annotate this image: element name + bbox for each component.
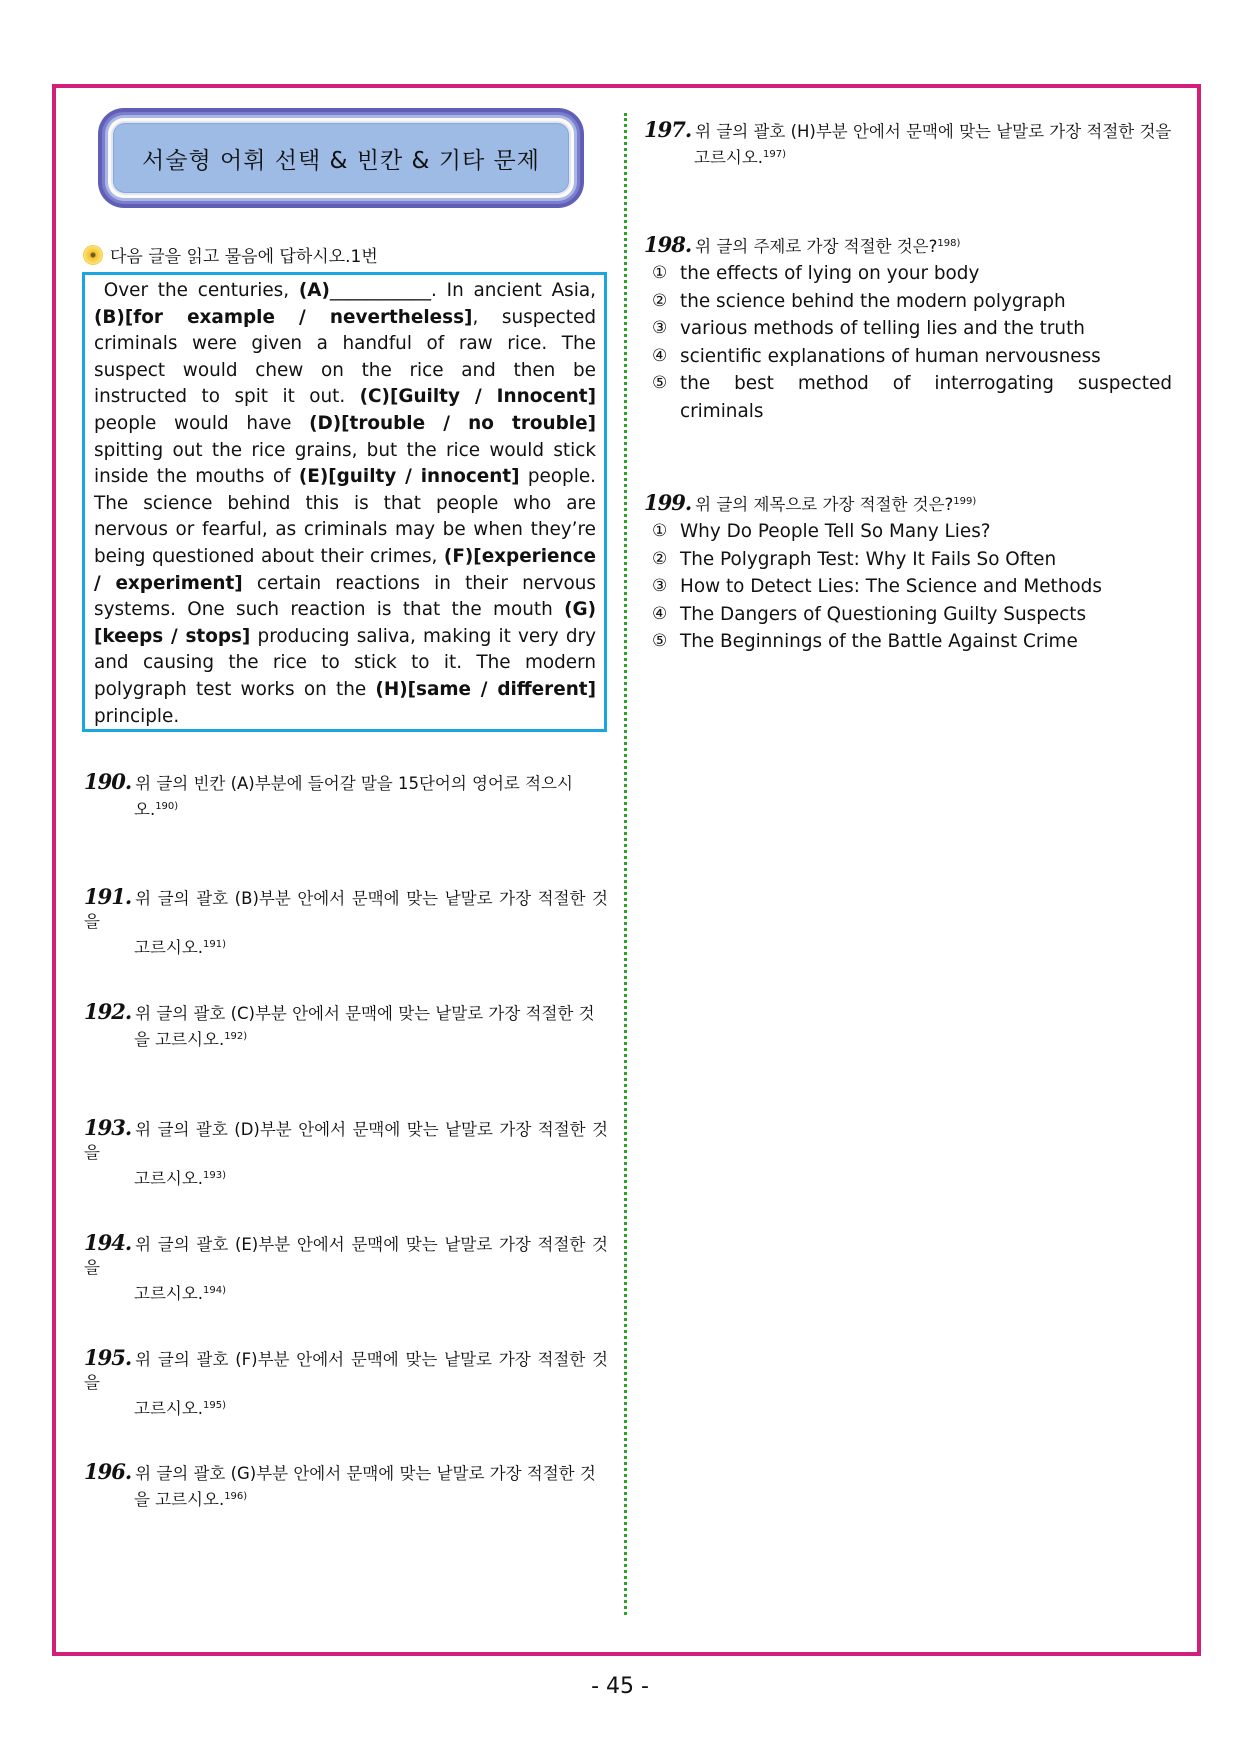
question-number: 197.: [644, 117, 692, 142]
blank-choice: (B)[for example / nevertheless]: [94, 306, 473, 328]
blank-choice: (H)[same / different]: [375, 678, 596, 700]
answer-option[interactable]: [652, 260, 1172, 288]
option-text: various methods of telling lies and the truth: [680, 318, 1085, 339]
question-text: 위 글의 괄호 (E)부분 안에서 문맥에 맞는 낱말로 가장 적절한 것을: [84, 1235, 608, 1277]
option-marker: ⑤: [652, 373, 668, 393]
question-text: 위 글의 괄호 (F)부분 안에서 문맥에 맞는 낱말로 가장 적절한 것을: [84, 1350, 608, 1392]
option-text: criminals: [680, 400, 764, 422]
option-text: The Polygraph Test: Why It Fails So Often: [680, 548, 1057, 570]
option-marker: ④: [652, 603, 668, 624]
question-text: 위 글의 빈칸 (A)부분에 들어갈 말을 15단어의 영어로 적으시: [135, 774, 573, 793]
question-text-cont: 을 고르시오.: [134, 1030, 225, 1049]
passage-text: producing saliva, making it very dry and causing the rice to stick to it. The modern polygraph test works on the: [94, 625, 596, 700]
question-text-cont: 고르시오.: [134, 1284, 204, 1303]
question-199: [644, 490, 1174, 516]
question-199-options: [652, 518, 1172, 656]
question-text-cont: 고르시오.: [134, 1169, 204, 1188]
question-text: 위 글의 괄호 (D)부분 안에서 문맥에 맞는 낱말로 가장 적절한 것을: [84, 1120, 608, 1162]
option-marker: ①: [652, 521, 668, 541]
question-text-cont: 고르시오.: [134, 1399, 204, 1418]
question-194: [84, 1231, 608, 1305]
question-195: [84, 1346, 608, 1420]
option-marker: ②: [652, 290, 668, 311]
instruction: [84, 242, 378, 267]
footnote-ref: 193): [203, 1170, 227, 1181]
question-text: 위 글의 주제로 가장 적절한 것은?: [695, 237, 938, 256]
passage-text: people would have: [94, 412, 310, 434]
answer-option[interactable]: [652, 288, 1172, 316]
answer-option[interactable]: [652, 518, 1172, 546]
question-191: [84, 885, 608, 959]
column-divider: [624, 113, 627, 1615]
section-title: 서술형 어휘 선택 & 빈칸 & 기타 문제: [113, 123, 569, 193]
answer-option[interactable]: [652, 315, 1172, 343]
option-text: the effects of lying on your body: [680, 263, 980, 284]
option-text: the best method of interrogating suspected: [680, 373, 1172, 394]
passage-text: people. The science behind this is that people who are nervous or fearful, as criminals may be when they’re being questioned about their crimes,: [94, 466, 597, 567]
question-192: [84, 1000, 608, 1051]
question-198-options: [652, 260, 1172, 425]
footnote-ref: 199): [953, 496, 977, 507]
footnote-ref: 192): [224, 1031, 248, 1042]
question-number: 199.: [644, 490, 692, 515]
passage-text: principle.: [94, 705, 180, 727]
footnote-ref: 197): [763, 149, 787, 160]
option-text: The Dangers of Questioning Guilty Suspects: [680, 603, 1087, 625]
option-marker: ②: [652, 548, 668, 569]
answer-option[interactable]: [652, 370, 1172, 398]
blank-choice: (C)[Guilty / Innocent]: [359, 386, 596, 408]
blank-choice: (E)[guilty / innocent]: [298, 466, 520, 488]
option-text: How to Detect Lies: The Science and Methods: [680, 576, 1102, 597]
section-header-badge: [98, 108, 584, 208]
answer-option-cont: [652, 398, 1172, 426]
answer-option[interactable]: [652, 546, 1172, 574]
question-text-cont: 고르시오.: [694, 148, 764, 167]
answer-option[interactable]: [652, 601, 1172, 629]
question-text: 위 글의 제목으로 가장 적절한 것은?: [695, 495, 954, 514]
answer-option[interactable]: [652, 343, 1172, 371]
option-marker: ①: [652, 263, 668, 283]
passage-text: Over the centuries,: [103, 280, 299, 301]
passage-text: , suspected criminals were given a handful of raw rice. The suspect would chew on the rice and then be instructed to spit it out.: [94, 306, 596, 408]
passage-text: certain reactions in their nervous systems. One such reaction is that the mouth: [94, 572, 596, 621]
option-marker: ④: [652, 345, 668, 366]
question-number: 195.: [84, 1345, 132, 1370]
instruction-text: 다음 글을 읽고 물음에 답하시오.1번: [110, 247, 378, 267]
option-text: Why Do People Tell So Many Lies?: [680, 521, 991, 542]
question-number: 191.: [84, 884, 132, 909]
flower-icon: [84, 246, 102, 264]
question-number: 190.: [84, 769, 132, 794]
question-197: [644, 118, 1174, 169]
reading-passage: [82, 272, 607, 732]
option-marker: ⑤: [652, 631, 668, 651]
footnote-ref: 190): [155, 801, 179, 812]
blank-choice: (D)[trouble / no trouble]: [309, 412, 596, 434]
question-number: 196.: [84, 1459, 132, 1484]
question-number: 192.: [84, 999, 132, 1024]
question-text-cont: 고르시오.: [134, 938, 204, 957]
question-text: 위 글의 괄호 (G)부분 안에서 문맥에 맞는 낱말로 가장 적절한 것: [135, 1464, 596, 1483]
question-text-cont: 을 고르시오.: [134, 1490, 225, 1509]
blank-choice: (F)[experience / experiment]: [94, 545, 596, 594]
question-text: 위 글의 괄호 (H)부분 안에서 문맥에 맞는 낱말로 가장 적절한 것을: [695, 122, 1172, 141]
question-198: [644, 232, 1174, 258]
blank-choice: (A): [298, 280, 330, 301]
question-190: [84, 770, 608, 821]
footnote-ref: 195): [203, 1400, 227, 1411]
question-text: 위 글의 괄호 (B)부분 안에서 문맥에 맞는 낱말로 가장 적절한 것을: [84, 889, 608, 931]
question-number: 198.: [644, 232, 692, 257]
option-text: the science behind the modern polygraph: [680, 290, 1066, 312]
footnote-ref: 194): [203, 1285, 227, 1296]
blank-choice: (G)[keeps / stops]: [94, 599, 596, 647]
footnote-ref: 196): [224, 1491, 248, 1502]
footnote-ref: 198): [937, 238, 961, 249]
answer-option[interactable]: [652, 573, 1172, 601]
option-text: scientific explanations of human nervousness: [680, 345, 1101, 367]
answer-option[interactable]: [652, 628, 1172, 656]
page-number: - 45 -: [591, 1674, 649, 1699]
passage-text: spitting out the rice grains, but the rice would stick inside the mouths of: [94, 439, 596, 488]
question-text-cont: 오.: [134, 800, 156, 819]
option-text: The Beginnings of the Battle Against Crime: [680, 631, 1078, 652]
question-text: 위 글의 괄호 (C)부분 안에서 문맥에 맞는 낱말로 가장 적절한 것: [135, 1004, 595, 1023]
question-196: [84, 1460, 608, 1511]
question-number: 193.: [84, 1115, 132, 1140]
question-193: [84, 1116, 608, 1190]
question-number: 194.: [84, 1230, 132, 1255]
footnote-ref: 191): [203, 939, 227, 950]
option-marker: ③: [652, 576, 668, 596]
option-marker: ③: [652, 318, 668, 338]
passage-text: ___________. In ancient Asia,: [329, 280, 596, 301]
